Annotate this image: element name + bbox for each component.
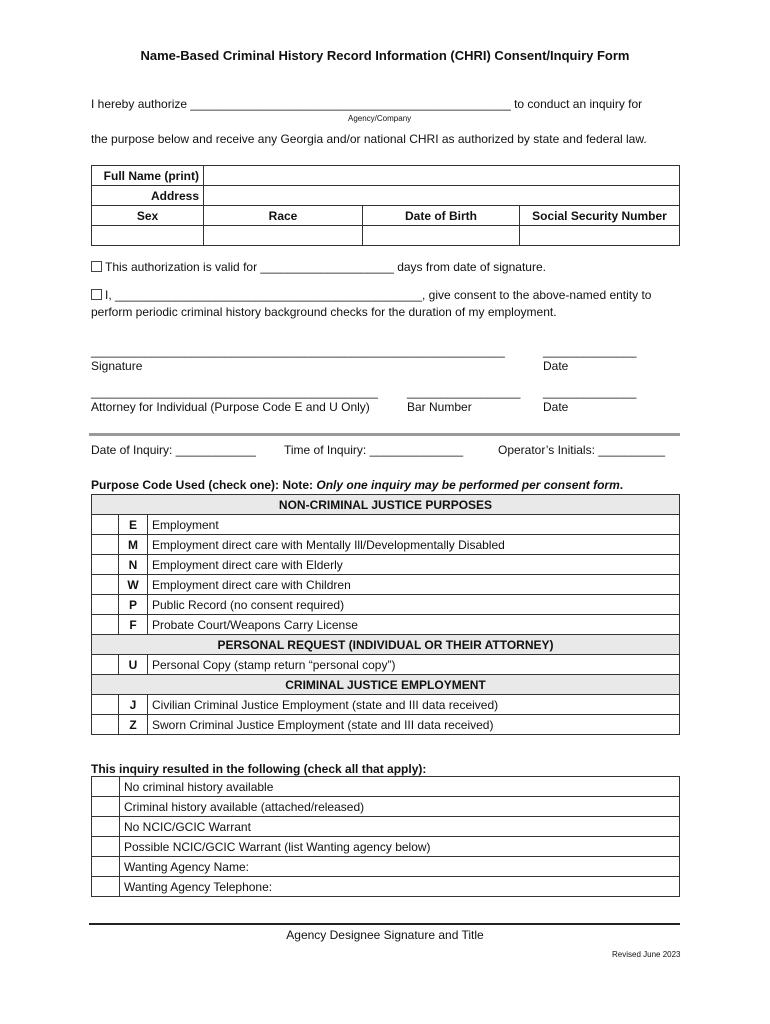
purpose-code: J <box>119 695 148 715</box>
authorize-prefix: I hereby authorize <box>91 97 188 111</box>
purpose-check-m[interactable] <box>92 535 119 555</box>
signature-field[interactable]: ______________________________________________________________ <box>91 344 505 358</box>
result-check[interactable] <box>92 837 120 857</box>
purpose-check-w[interactable] <box>92 575 119 595</box>
authorize-line <box>91 97 642 111</box>
result-item: Possible NCIC/GCIC Warrant (list Wanting agency below) <box>120 837 680 857</box>
result-item: No NCIC/GCIC Warrant <box>120 817 680 837</box>
purpose-desc: Civilian Criminal Justice Employment (state and III data received) <box>148 695 680 715</box>
person-info-table <box>91 165 680 246</box>
purpose-code: N <box>119 555 148 575</box>
purpose-heading <box>91 478 623 492</box>
consent-checkbox[interactable] <box>91 289 102 300</box>
result-check[interactable] <box>92 777 120 797</box>
race-field[interactable] <box>204 226 363 246</box>
result-item: Criminal history available (attached/released) <box>120 797 680 817</box>
operator-initials[interactable]: Operator’s Initials: __________ <box>498 443 666 457</box>
validity-line <box>91 260 546 274</box>
purpose-code: E <box>119 515 148 535</box>
purpose-heading-text: Purpose Code Used (check one): Note: <box>91 478 317 492</box>
purpose-desc: Personal Copy (stamp return “personal copy”) <box>148 655 680 675</box>
result-check[interactable] <box>92 817 120 837</box>
attorney-label: Attorney for Individual (Purpose Code E and U Only) <box>91 400 370 414</box>
purpose-desc: Sworn Criminal Justice Employment (state and III data received) <box>148 715 680 735</box>
result-item: Wanting Agency Name: <box>120 857 680 877</box>
address-label: Address <box>92 186 204 206</box>
purpose-code: F <box>119 615 148 635</box>
purpose-desc: Public Record (no consent required) <box>148 595 680 615</box>
purpose-check-p[interactable] <box>92 595 119 615</box>
revised-date: Revised June 2023 <box>612 950 681 959</box>
agency-company-label: Agency/Company <box>348 114 412 123</box>
race-header: Race <box>204 206 363 226</box>
consent-text-1: I, ______________________________________________, give consent to the above-named entity to <box>105 288 652 302</box>
section-header-personal-request: PERSONAL REQUEST (INDIVIDUAL OR THEIR ATTORNEY) <box>92 635 680 655</box>
purpose-code: P <box>119 595 148 615</box>
section-header-non-criminal: NON-CRIMINAL JUSTICE PURPOSES <box>92 495 680 515</box>
agency-company-field[interactable]: ________________________________________________ <box>190 97 511 111</box>
signature-date-field[interactable]: ______________ <box>543 344 637 358</box>
purpose-check-j[interactable] <box>92 695 119 715</box>
sex-field[interactable] <box>92 226 204 246</box>
dob-header: Date of Birth <box>363 206 520 226</box>
purpose-check-u[interactable] <box>92 655 119 675</box>
purpose-code: W <box>119 575 148 595</box>
full-name-field[interactable] <box>204 166 680 186</box>
purpose-check-f[interactable] <box>92 615 119 635</box>
section-header-criminal-justice: CRIMINAL JUSTICE EMPLOYMENT <box>92 675 680 695</box>
authorize-suffix: to conduct an inquiry for <box>514 97 643 111</box>
ssn-field[interactable] <box>520 226 680 246</box>
validity-text: This authorization is valid for ____________________ days from date of signature. <box>105 260 546 274</box>
purpose-desc: Employment <box>148 515 680 535</box>
purpose-note: Only one inquiry may be performed per consent form <box>316 478 620 492</box>
time-of-inquiry[interactable]: Time of Inquiry: ______________ <box>284 443 464 457</box>
address-field[interactable] <box>204 186 680 206</box>
purpose-heading-end: . <box>619 478 624 492</box>
bar-number-field[interactable]: _________________ <box>407 385 521 399</box>
form-title: Name-Based Criminal History Record Information (CHRI) Consent/Inquiry Form <box>140 48 630 63</box>
result-item: Wanting Agency Telephone: <box>120 877 680 897</box>
purpose-check-n[interactable] <box>92 555 119 575</box>
consent-text-2: perform periodic criminal history background checks for the duration of my employment. <box>91 305 557 319</box>
purpose-code: U <box>119 655 148 675</box>
attorney-date-label: Date <box>543 400 569 414</box>
consent-line <box>91 288 651 302</box>
purpose-desc: Employment direct care with Elderly <box>148 555 680 575</box>
purpose-code: M <box>119 535 148 555</box>
result-check[interactable] <box>92 857 120 877</box>
result-check[interactable] <box>92 797 120 817</box>
designee-label: Agency Designee Signature and Title <box>286 928 484 942</box>
purpose-desc: Employment direct care with Mentally Ill/Developmentally Disabled <box>148 535 680 555</box>
purpose-desc: Probate Court/Weapons Carry License <box>148 615 680 635</box>
purpose-code-table <box>91 494 680 735</box>
signature-label: Signature <box>91 359 143 373</box>
purpose-desc: Employment direct care with Children <box>148 575 680 595</box>
purpose-check-e[interactable] <box>92 515 119 535</box>
bar-number-label: Bar Number <box>407 400 472 414</box>
result-item: No criminal history available <box>120 777 680 797</box>
purpose-check-z[interactable] <box>92 715 119 735</box>
section-divider <box>89 433 680 436</box>
validity-checkbox[interactable] <box>91 261 102 272</box>
date-of-inquiry[interactable]: Date of Inquiry: ____________ <box>91 443 256 457</box>
purpose-code: Z <box>119 715 148 735</box>
attorney-signature-field[interactable]: ___________________________________________ <box>91 385 378 399</box>
designee-signature-line[interactable] <box>89 923 680 925</box>
dob-field[interactable] <box>363 226 520 246</box>
results-table <box>91 776 680 897</box>
result-check[interactable] <box>92 877 120 897</box>
full-name-label: Full Name (print) <box>92 166 204 186</box>
results-heading: This inquiry resulted in the following (check all that apply): <box>91 762 427 776</box>
attorney-date-field[interactable]: ______________ <box>543 385 637 399</box>
sex-header: Sex <box>92 206 204 226</box>
signature-date-label: Date <box>543 359 569 373</box>
authorize-line-2: the purpose below and receive any Georgia and/or national CHRI as authorized by state and federal law. <box>91 132 647 146</box>
ssn-header: Social Security Number <box>520 206 680 226</box>
